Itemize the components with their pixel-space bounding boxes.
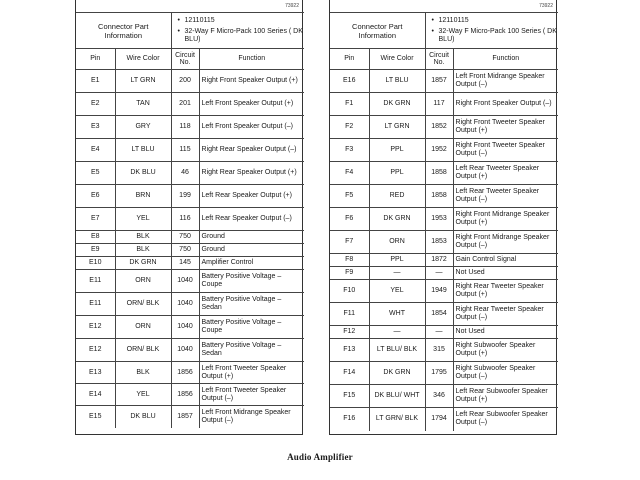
wire-color-cell: YEL — [369, 280, 425, 303]
table-row — [330, 303, 558, 326]
bullet-icon: • — [177, 28, 180, 35]
circuit-number-cell: 1040 — [171, 339, 199, 362]
function-cell: Right Front Speaker Output (–) — [453, 93, 558, 116]
circuit-number-cell: 1949 — [425, 280, 453, 303]
circuit-no-header: Circuit No. — [425, 49, 453, 70]
wire-color-cell: DK GRN — [369, 208, 425, 231]
bullet-icon: • — [177, 17, 180, 24]
pin-cell: F13 — [330, 339, 369, 362]
pin-cell: E16 — [330, 70, 369, 93]
pin-cell: E8 — [76, 231, 115, 244]
wire-color-cell: BLK — [115, 362, 171, 384]
function-cell: Right Rear Tweeter Speaker Output (+) — [453, 280, 558, 303]
circuit-number-cell: — — [425, 326, 453, 339]
function-cell: Ground — [199, 244, 304, 257]
table-row — [330, 408, 558, 431]
part-number-line — [432, 17, 558, 25]
function-cell: Left Rear Tweeter Speaker Output (+) — [453, 162, 558, 185]
bullet-icon: • — [431, 17, 434, 24]
figure-caption: Audio Amplifier — [287, 452, 353, 462]
wire-color-cell: BRN — [115, 185, 171, 208]
figure-number: 73922 — [285, 3, 299, 9]
function-cell: Right Rear Tweeter Speaker Output (–) — [453, 303, 558, 326]
pin-cell: E9 — [76, 244, 115, 257]
circuit-number-cell: 315 — [425, 339, 453, 362]
wire-color-cell: LT BLU — [115, 139, 171, 162]
table-header-row — [330, 49, 558, 70]
function-cell: Left Rear Subwoofer Speaker Output (–) — [453, 408, 558, 431]
pin-cell: F8 — [330, 254, 369, 267]
pin-cell: F12 — [330, 326, 369, 339]
table-row — [330, 139, 558, 162]
pin-cell: E1 — [76, 70, 115, 93]
table-row — [76, 231, 304, 244]
pin-header: Pin — [76, 49, 115, 70]
connector-part-info-label: Connector Part Information — [330, 13, 425, 49]
function-cell: Left Front Midrange Speaker Output (–) — [199, 406, 304, 428]
pin-cell: E12 — [76, 339, 115, 362]
pin-cell: E13 — [76, 362, 115, 384]
function-cell: Right Front Tweeter Speaker Output (–) — [453, 139, 558, 162]
table-row — [76, 139, 304, 162]
wire-color-cell: — — [369, 326, 425, 339]
table-row — [76, 406, 304, 428]
circuit-number-cell: 116 — [171, 208, 199, 231]
wire-color-cell: ORN — [115, 270, 171, 293]
pin-cell: E11 — [76, 270, 115, 293]
function-cell: Left Front Speaker Output (+) — [199, 93, 304, 116]
connector-part-values — [171, 13, 304, 49]
wire-color-cell: BLK — [115, 231, 171, 244]
figure-number: 73922 — [539, 3, 553, 9]
wire-color-cell: YEL — [115, 384, 171, 406]
pin-cell: F16 — [330, 408, 369, 431]
circuit-number-cell: 1040 — [171, 316, 199, 339]
wire-color-cell: LT GRN — [369, 116, 425, 139]
pinout-table — [76, 12, 304, 428]
wire-color-cell: LT BLU — [369, 70, 425, 93]
wire-color-cell: ORN/ BLK — [115, 339, 171, 362]
circuit-number-cell: 1853 — [425, 231, 453, 254]
table-row — [330, 280, 558, 303]
connector-part-info-label: Connector Part Information — [76, 13, 171, 49]
wire-color-cell: PPL — [369, 254, 425, 267]
circuit-number-cell: 1856 — [171, 384, 199, 406]
function-header: Function — [199, 49, 304, 70]
function-cell: Right Front Midrange Speaker Output (+) — [453, 208, 558, 231]
circuit-number-cell: 1795 — [425, 362, 453, 385]
pin-cell: E10 — [76, 257, 115, 270]
connector-table-left — [75, 0, 303, 435]
function-cell: Battery Positive Voltage – Coupe — [199, 316, 304, 339]
table-row — [330, 339, 558, 362]
table-row — [76, 208, 304, 231]
connector-table-right — [329, 0, 557, 435]
circuit-number-cell: 1852 — [425, 116, 453, 139]
pin-cell: F4 — [330, 162, 369, 185]
function-cell: Battery Positive Voltage – Coupe — [199, 270, 304, 293]
table-row — [76, 162, 304, 185]
pin-cell: E4 — [76, 139, 115, 162]
table-row — [330, 208, 558, 231]
pin-cell: F7 — [330, 231, 369, 254]
function-cell: Left Rear Tweeter Speaker Output (–) — [453, 185, 558, 208]
pin-cell: F5 — [330, 185, 369, 208]
function-cell: Left Rear Speaker Output (+) — [199, 185, 304, 208]
wire-color-cell: LT GRN — [115, 70, 171, 93]
pin-cell: F9 — [330, 267, 369, 280]
wire-color-header: Wire Color — [369, 49, 425, 70]
part-number-line — [178, 17, 304, 25]
wire-color-cell: WHT — [369, 303, 425, 326]
table-row — [76, 270, 304, 293]
wire-color-header: Wire Color — [115, 49, 171, 70]
table-row — [330, 70, 558, 93]
function-cell: Right Rear Speaker Output (+) — [199, 162, 304, 185]
table-row — [76, 93, 304, 116]
table-row — [76, 244, 304, 257]
wire-color-cell: LT BLU/ BLK — [369, 339, 425, 362]
function-cell: Right Rear Speaker Output (–) — [199, 139, 304, 162]
function-cell: Battery Positive Voltage – Sedan — [199, 293, 304, 316]
function-cell: Left Rear Speaker Output (–) — [199, 208, 304, 231]
circuit-number-cell: 1794 — [425, 408, 453, 431]
part-description: 32-Way F Micro-Pack 100 Series ( DK BLU) — [438, 28, 557, 43]
circuit-number-cell: 118 — [171, 116, 199, 139]
circuit-number-cell: 200 — [171, 70, 199, 93]
table-row — [330, 326, 558, 339]
pin-cell: E7 — [76, 208, 115, 231]
part-description: 32-Way F Micro-Pack 100 Series ( DK BLU) — [184, 28, 303, 43]
table-row — [76, 316, 304, 339]
pinout-table — [330, 12, 558, 431]
circuit-number-cell: 199 — [171, 185, 199, 208]
circuit-number-cell: 201 — [171, 93, 199, 116]
wire-color-cell: RED — [369, 185, 425, 208]
table-row — [76, 185, 304, 208]
function-cell: Right Front Midrange Speaker Output (–) — [453, 231, 558, 254]
table-row — [330, 162, 558, 185]
pin-cell: E11 — [76, 293, 115, 316]
wire-color-cell: ORN/ BLK — [115, 293, 171, 316]
wire-color-cell: TAN — [115, 93, 171, 116]
table-row — [330, 362, 558, 385]
pin-cell: E12 — [76, 316, 115, 339]
pin-cell: F3 — [330, 139, 369, 162]
circuit-number-cell: 1858 — [425, 162, 453, 185]
pin-header: Pin — [330, 49, 369, 70]
part-description-line — [432, 28, 558, 44]
wire-color-cell: ORN — [369, 231, 425, 254]
table-row — [76, 257, 304, 270]
wire-color-cell: DK GRN — [369, 93, 425, 116]
circuit-number-cell: 46 — [171, 162, 199, 185]
function-cell: Not Used — [453, 267, 558, 280]
function-cell: Gain Control Signal — [453, 254, 558, 267]
circuit-number-cell: 145 — [171, 257, 199, 270]
circuit-number-cell: 115 — [171, 139, 199, 162]
pin-cell: E5 — [76, 162, 115, 185]
pin-cell: E2 — [76, 93, 115, 116]
circuit-number-cell: — — [425, 267, 453, 280]
pin-cell: F10 — [330, 280, 369, 303]
table-row — [330, 116, 558, 139]
connector-info-row — [330, 13, 558, 49]
function-cell: Left Front Tweeter Speaker Output (–) — [199, 384, 304, 406]
circuit-number-cell: 1858 — [425, 185, 453, 208]
circuit-number-cell: 346 — [425, 385, 453, 408]
table-row — [330, 267, 558, 280]
circuit-number-cell: 1953 — [425, 208, 453, 231]
pin-cell: F6 — [330, 208, 369, 231]
table-row — [76, 116, 304, 139]
wire-color-cell: ORN — [115, 316, 171, 339]
circuit-number-cell: 1040 — [171, 293, 199, 316]
table-row — [76, 293, 304, 316]
table-header-row — [76, 49, 304, 70]
circuit-number-cell: 1952 — [425, 139, 453, 162]
wire-color-cell: DK BLU — [115, 162, 171, 185]
function-cell: Right Subwoofer Speaker Output (–) — [453, 362, 558, 385]
function-cell: Left Front Speaker Output (–) — [199, 116, 304, 139]
circuit-number-cell: 1857 — [171, 406, 199, 428]
pin-cell: F1 — [330, 93, 369, 116]
circuit-no-header: Circuit No. — [171, 49, 199, 70]
table-row — [330, 185, 558, 208]
pin-cell: E14 — [76, 384, 115, 406]
wire-color-cell: DK GRN — [115, 257, 171, 270]
circuit-number-cell: 117 — [425, 93, 453, 116]
table-row — [76, 362, 304, 384]
function-cell: Amplifier Control — [199, 257, 304, 270]
function-header: Function — [453, 49, 558, 70]
function-cell: Left Front Midrange Speaker Output (–) — [453, 70, 558, 93]
pin-cell: E6 — [76, 185, 115, 208]
part-description-line — [178, 28, 304, 44]
pin-cell: F11 — [330, 303, 369, 326]
function-cell: Battery Positive Voltage – Sedan — [199, 339, 304, 362]
circuit-number-cell: 1857 — [425, 70, 453, 93]
function-cell: Left Front Tweeter Speaker Output (+) — [199, 362, 304, 384]
wire-color-cell: LT GRN/ BLK — [369, 408, 425, 431]
pin-cell: F2 — [330, 116, 369, 139]
table-row — [76, 70, 304, 93]
function-cell: Right Subwoofer Speaker Output (+) — [453, 339, 558, 362]
wire-color-cell: DK GRN — [369, 362, 425, 385]
pin-cell: F15 — [330, 385, 369, 408]
function-cell: Not Used — [453, 326, 558, 339]
wire-color-cell: PPL — [369, 162, 425, 185]
bullet-icon: • — [431, 28, 434, 35]
table-row — [330, 385, 558, 408]
wire-color-cell: GRY — [115, 116, 171, 139]
circuit-number-cell: 750 — [171, 231, 199, 244]
wire-color-cell: BLK — [115, 244, 171, 257]
table-row — [330, 93, 558, 116]
circuit-number-cell: 1872 — [425, 254, 453, 267]
wire-color-cell: PPL — [369, 139, 425, 162]
function-cell: Left Rear Subwoofer Speaker Output (+) — [453, 385, 558, 408]
connector-part-values — [425, 13, 558, 49]
circuit-number-cell: 1856 — [171, 362, 199, 384]
part-number: 12110115 — [184, 17, 215, 24]
table-row — [330, 254, 558, 267]
pin-cell: E15 — [76, 406, 115, 428]
part-number: 12110115 — [438, 17, 469, 24]
connector-info-row — [76, 13, 304, 49]
table-row — [330, 231, 558, 254]
pin-cell: E3 — [76, 116, 115, 139]
table-row — [76, 384, 304, 406]
wire-color-cell: DK BLU/ WHT — [369, 385, 425, 408]
wire-color-cell: — — [369, 267, 425, 280]
table-row — [76, 339, 304, 362]
pin-cell: F14 — [330, 362, 369, 385]
wire-color-cell: YEL — [115, 208, 171, 231]
function-cell: Right Front Tweeter Speaker Output (+) — [453, 116, 558, 139]
circuit-number-cell: 1854 — [425, 303, 453, 326]
function-cell: Ground — [199, 231, 304, 244]
circuit-number-cell: 1040 — [171, 270, 199, 293]
circuit-number-cell: 750 — [171, 244, 199, 257]
wire-color-cell: DK BLU — [115, 406, 171, 428]
function-cell: Right Front Speaker Output (+) — [199, 70, 304, 93]
